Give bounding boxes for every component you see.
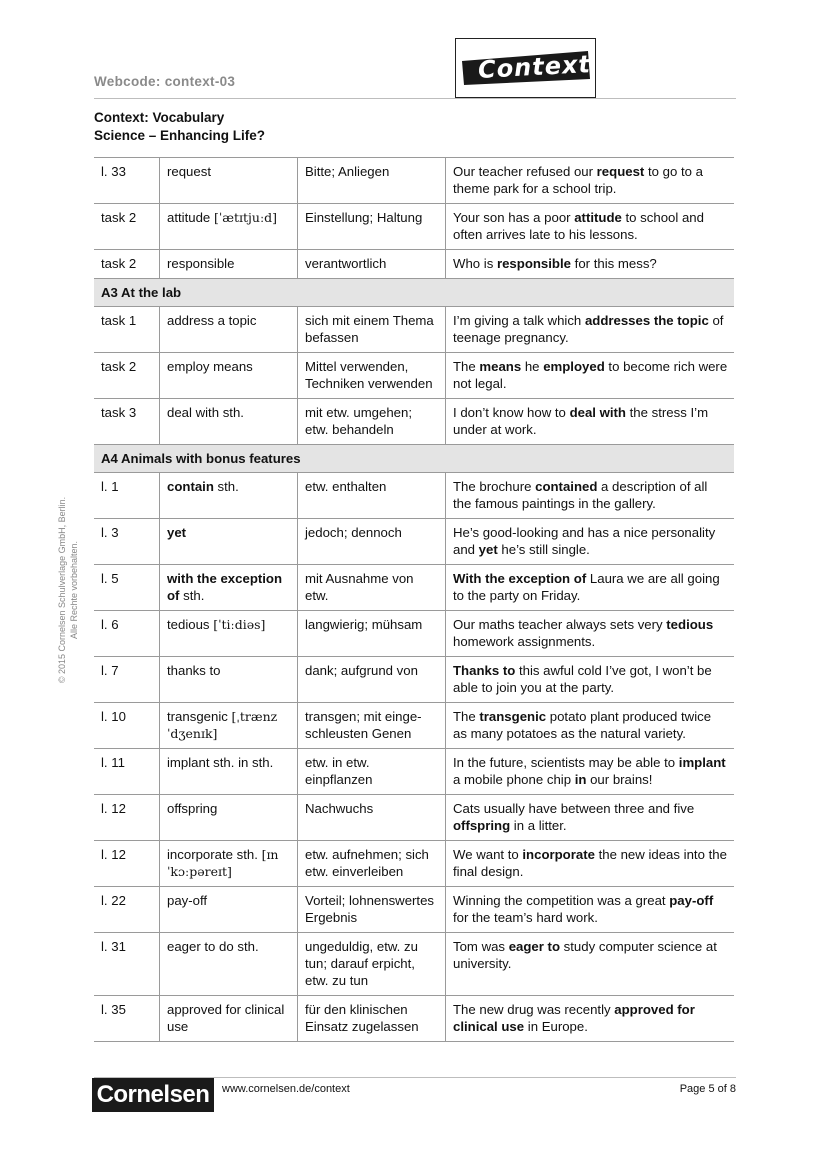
example-sentence bbox=[446, 795, 735, 841]
text-segment: The new drug was recently bbox=[453, 1002, 615, 1017]
line-reference: l. 31 bbox=[94, 933, 160, 996]
bold-keyword: contained bbox=[535, 479, 598, 494]
line-reference: task 2 bbox=[94, 250, 160, 279]
example-sentence bbox=[446, 353, 735, 399]
text-segment: Laura we are all going to the party on Friday. bbox=[453, 571, 720, 603]
webcode-label: Webcode: context-03 bbox=[94, 74, 236, 89]
text-segment: thanks to bbox=[167, 663, 221, 678]
example-sentence bbox=[446, 519, 735, 565]
vocab-row bbox=[94, 657, 734, 703]
line-reference: l. 35 bbox=[94, 996, 160, 1042]
text-segment: I don’t know how to bbox=[453, 405, 570, 420]
phonetic-transcription: [ˈtiːdiəs] bbox=[213, 617, 266, 632]
example-sentence bbox=[446, 204, 735, 250]
publisher-logo: Cornelsen bbox=[92, 1078, 214, 1112]
line-reference: l. 11 bbox=[94, 749, 160, 795]
text-segment: offspring bbox=[167, 801, 218, 816]
phonetic-transcription: [ˌtrænzˈdʒenɪk] bbox=[167, 709, 278, 741]
german-translation: etw. enthalten bbox=[298, 473, 446, 519]
vocab-row bbox=[94, 933, 734, 996]
text-segment: attitude bbox=[167, 210, 214, 225]
english-term bbox=[160, 657, 298, 703]
german-translation: Bitte; Anliegen bbox=[298, 158, 446, 204]
bold-keyword: contain bbox=[167, 479, 214, 494]
example-sentence bbox=[446, 887, 735, 933]
text-segment: he’s still single. bbox=[497, 542, 590, 557]
bold-keyword: pay-off bbox=[669, 893, 714, 908]
text-segment: Who is bbox=[453, 256, 497, 271]
english-term bbox=[160, 996, 298, 1042]
line-reference: l. 12 bbox=[94, 795, 160, 841]
phonetic-transcription: [ɪnˈkɔːpəreɪt] bbox=[167, 847, 279, 879]
section-header-row bbox=[94, 445, 734, 473]
english-term bbox=[160, 158, 298, 204]
vocab-row bbox=[94, 399, 734, 445]
german-translation: Vorteil; lohnenswertes Ergebnis bbox=[298, 887, 446, 933]
text-segment: Your son has a poor bbox=[453, 210, 575, 225]
english-term bbox=[160, 887, 298, 933]
text-segment: to school and often arrives late to his lessons. bbox=[453, 210, 704, 242]
text-segment: approved for clinical use bbox=[167, 1002, 285, 1034]
text-segment: The bbox=[453, 709, 480, 724]
example-sentence bbox=[446, 933, 735, 996]
text-segment: the stress I’m under at work. bbox=[453, 405, 709, 437]
text-segment: transgenic bbox=[167, 709, 232, 724]
bold-keyword: incorporate bbox=[522, 847, 595, 862]
text-segment: The brochure bbox=[453, 479, 536, 494]
line-reference: task 2 bbox=[94, 353, 160, 399]
text-segment: pay-off bbox=[167, 893, 208, 908]
bold-keyword: tedious bbox=[666, 617, 714, 632]
text-segment: for the team’s hard work. bbox=[453, 910, 598, 925]
text-segment: a description of all the famous paintings in the gallery. bbox=[453, 479, 708, 511]
text-segment: He’s good-looking and has a nice personality and bbox=[453, 525, 716, 557]
line-reference: task 2 bbox=[94, 204, 160, 250]
text-segment: in Europe. bbox=[524, 1019, 588, 1034]
english-term bbox=[160, 399, 298, 445]
bold-keyword: With the exception of bbox=[453, 571, 587, 586]
vocab-row bbox=[94, 473, 734, 519]
phonetic-transcription: [ˈætɪtjuːd] bbox=[213, 210, 278, 225]
text-segment: in a litter. bbox=[510, 818, 567, 833]
text-segment: he bbox=[521, 359, 544, 374]
german-translation: verantwortlich bbox=[298, 250, 446, 279]
german-translation: transgen; mit einge-schleusten Genen bbox=[298, 703, 446, 749]
text-segment: Our teacher refused our bbox=[453, 164, 597, 179]
text-segment: study computer science at university. bbox=[453, 939, 717, 971]
text-segment: request bbox=[167, 164, 211, 179]
vocab-row bbox=[94, 996, 734, 1042]
example-sentence bbox=[446, 611, 735, 657]
bold-keyword: employed bbox=[543, 359, 605, 374]
line-reference: l. 33 bbox=[94, 158, 160, 204]
line-reference: task 1 bbox=[94, 307, 160, 353]
document-title-line1: Context: Vocabulary bbox=[94, 110, 225, 125]
text-segment: this awful cold I’ve got, I won’t be able to join you at the party. bbox=[453, 663, 712, 695]
text-segment: eager to do sth. bbox=[167, 939, 259, 954]
vocab-row bbox=[94, 749, 734, 795]
english-term bbox=[160, 565, 298, 611]
text-segment: address a topic bbox=[167, 313, 257, 328]
vocab-row bbox=[94, 841, 734, 887]
german-translation: etw. in etw. einpflanzen bbox=[298, 749, 446, 795]
english-term bbox=[160, 473, 298, 519]
text-segment: the new ideas into the final design. bbox=[453, 847, 727, 879]
bold-keyword: in bbox=[574, 772, 587, 787]
german-translation: mit Ausnahme von etw. bbox=[298, 565, 446, 611]
text-segment: to go to a theme park for a school trip. bbox=[453, 164, 703, 196]
context-logo bbox=[455, 38, 596, 98]
bold-keyword: Thanks to bbox=[453, 663, 516, 678]
vocab-row bbox=[94, 611, 734, 657]
english-term bbox=[160, 795, 298, 841]
german-translation: ungeduldig, etw. zu tun; darauf erpicht, etw. zu tun bbox=[298, 933, 446, 996]
text-segment: I’m giving a talk which bbox=[453, 313, 585, 328]
bold-keyword: offspring bbox=[453, 818, 511, 833]
document-title-line2: Science – Enhancing Life? bbox=[94, 128, 266, 143]
text-segment: Our maths teacher always sets very bbox=[453, 617, 667, 632]
vocab-row bbox=[94, 519, 734, 565]
text-segment: implant sth. in sth. bbox=[167, 755, 274, 770]
example-sentence bbox=[446, 399, 735, 445]
line-reference: l. 12 bbox=[94, 841, 160, 887]
text-segment: The bbox=[453, 359, 480, 374]
copyright-line1: © 2015 Cornelsen Schulverlage GmbH, Berlin. bbox=[57, 496, 67, 684]
text-segment: to become rich were not legal. bbox=[453, 359, 728, 391]
section-header-row bbox=[94, 279, 734, 307]
bold-keyword: with the exception of bbox=[167, 571, 283, 603]
line-reference: l. 22 bbox=[94, 887, 160, 933]
text-segment: Cats usually have between three and five bbox=[453, 801, 695, 816]
line-reference: l. 6 bbox=[94, 611, 160, 657]
section-title: A3 At the lab bbox=[94, 279, 734, 307]
bold-keyword: means bbox=[479, 359, 522, 374]
german-translation: langwierig; mühsam bbox=[298, 611, 446, 657]
page-number: Page 5 of 8 bbox=[679, 1083, 736, 1095]
bold-keyword: eager to bbox=[508, 939, 561, 954]
english-term bbox=[160, 519, 298, 565]
text-segment: Tom was bbox=[453, 939, 509, 954]
german-translation: mit etw. umgehen; etw. behandeln bbox=[298, 399, 446, 445]
example-sentence bbox=[446, 749, 735, 795]
bold-keyword: approved for clinical use bbox=[453, 1002, 695, 1034]
line-reference: l. 7 bbox=[94, 657, 160, 703]
bold-keyword: yet bbox=[478, 542, 498, 557]
example-sentence bbox=[446, 158, 735, 204]
document-title bbox=[94, 109, 265, 145]
english-term bbox=[160, 353, 298, 399]
text-segment: homework assignments. bbox=[453, 634, 596, 649]
line-reference: l. 1 bbox=[94, 473, 160, 519]
bold-keyword: deal with bbox=[569, 405, 626, 420]
text-segment: deal with sth. bbox=[167, 405, 244, 420]
text-segment: responsible bbox=[167, 256, 235, 271]
vocabulary-table bbox=[94, 157, 734, 1042]
footer-url[interactable]: www.cornelsen.de/context bbox=[222, 1083, 350, 1095]
english-term bbox=[160, 307, 298, 353]
text-segment: Winning the competition was a great bbox=[453, 893, 670, 908]
english-term bbox=[160, 933, 298, 996]
bold-keyword: request bbox=[596, 164, 645, 179]
vocab-row bbox=[94, 204, 734, 250]
bold-keyword: responsible bbox=[496, 256, 571, 271]
copyright-line2: Alle Rechte vorbehalten. bbox=[69, 540, 79, 640]
bold-keyword: implant bbox=[678, 755, 726, 770]
english-term bbox=[160, 841, 298, 887]
example-sentence bbox=[446, 565, 735, 611]
german-translation: sich mit einem Thema befassen bbox=[298, 307, 446, 353]
example-sentence bbox=[446, 307, 735, 353]
example-sentence bbox=[446, 841, 735, 887]
english-term bbox=[160, 611, 298, 657]
german-translation: Nachwuchs bbox=[298, 795, 446, 841]
text-segment: tedious bbox=[167, 617, 214, 632]
example-sentence bbox=[446, 996, 735, 1042]
copyright-note bbox=[56, 480, 86, 700]
vocab-row bbox=[94, 158, 734, 204]
text-segment: In the future, scientists may be able to bbox=[453, 755, 679, 770]
bold-keyword: transgenic bbox=[479, 709, 547, 724]
vocab-row bbox=[94, 353, 734, 399]
bold-keyword: attitude bbox=[574, 210, 622, 225]
vocab-row bbox=[94, 887, 734, 933]
text-segment: potato plant produced twice as many potatoes as the natural variety. bbox=[453, 709, 712, 741]
text-segment: of teenage pregnancy. bbox=[453, 313, 724, 345]
vocab-row bbox=[94, 250, 734, 279]
german-translation: Mittel verwenden, Techniken verwenden bbox=[298, 353, 446, 399]
text-segment: a mobile phone chip bbox=[453, 772, 575, 787]
english-term bbox=[160, 250, 298, 279]
bold-keyword: yet bbox=[167, 525, 187, 540]
example-sentence bbox=[446, 250, 735, 279]
german-translation: dank; aufgrund von bbox=[298, 657, 446, 703]
english-term bbox=[160, 204, 298, 250]
german-translation: Einstellung; Haltung bbox=[298, 204, 446, 250]
text-segment: our brains! bbox=[586, 772, 653, 787]
text-segment: for this mess? bbox=[571, 256, 657, 271]
vocab-row bbox=[94, 565, 734, 611]
text-segment: employ means bbox=[167, 359, 253, 374]
german-translation: jedoch; dennoch bbox=[298, 519, 446, 565]
line-reference: l. 10 bbox=[94, 703, 160, 749]
line-reference: l. 5 bbox=[94, 565, 160, 611]
text-segment: sth. bbox=[179, 588, 205, 603]
line-reference: l. 3 bbox=[94, 519, 160, 565]
section-title: A4 Animals with bonus features bbox=[94, 445, 734, 473]
text-segment: sth. bbox=[213, 479, 239, 494]
german-translation: für den klinischen Einsatz zugelassen bbox=[298, 996, 446, 1042]
vocab-row bbox=[94, 703, 734, 749]
vocab-row bbox=[94, 307, 734, 353]
line-reference: task 3 bbox=[94, 399, 160, 445]
text-segment: We want to bbox=[453, 847, 523, 862]
english-term bbox=[160, 749, 298, 795]
text-segment: incorporate sth. bbox=[167, 847, 262, 862]
german-translation: etw. aufnehmen; sich etw. einverleiben bbox=[298, 841, 446, 887]
english-term bbox=[160, 703, 298, 749]
example-sentence bbox=[446, 473, 735, 519]
example-sentence bbox=[446, 657, 735, 703]
example-sentence bbox=[446, 703, 735, 749]
header-divider bbox=[94, 98, 736, 99]
logo-word: Context bbox=[477, 50, 592, 84]
bold-keyword: addresses the topic bbox=[584, 313, 709, 328]
vocab-row bbox=[94, 795, 734, 841]
